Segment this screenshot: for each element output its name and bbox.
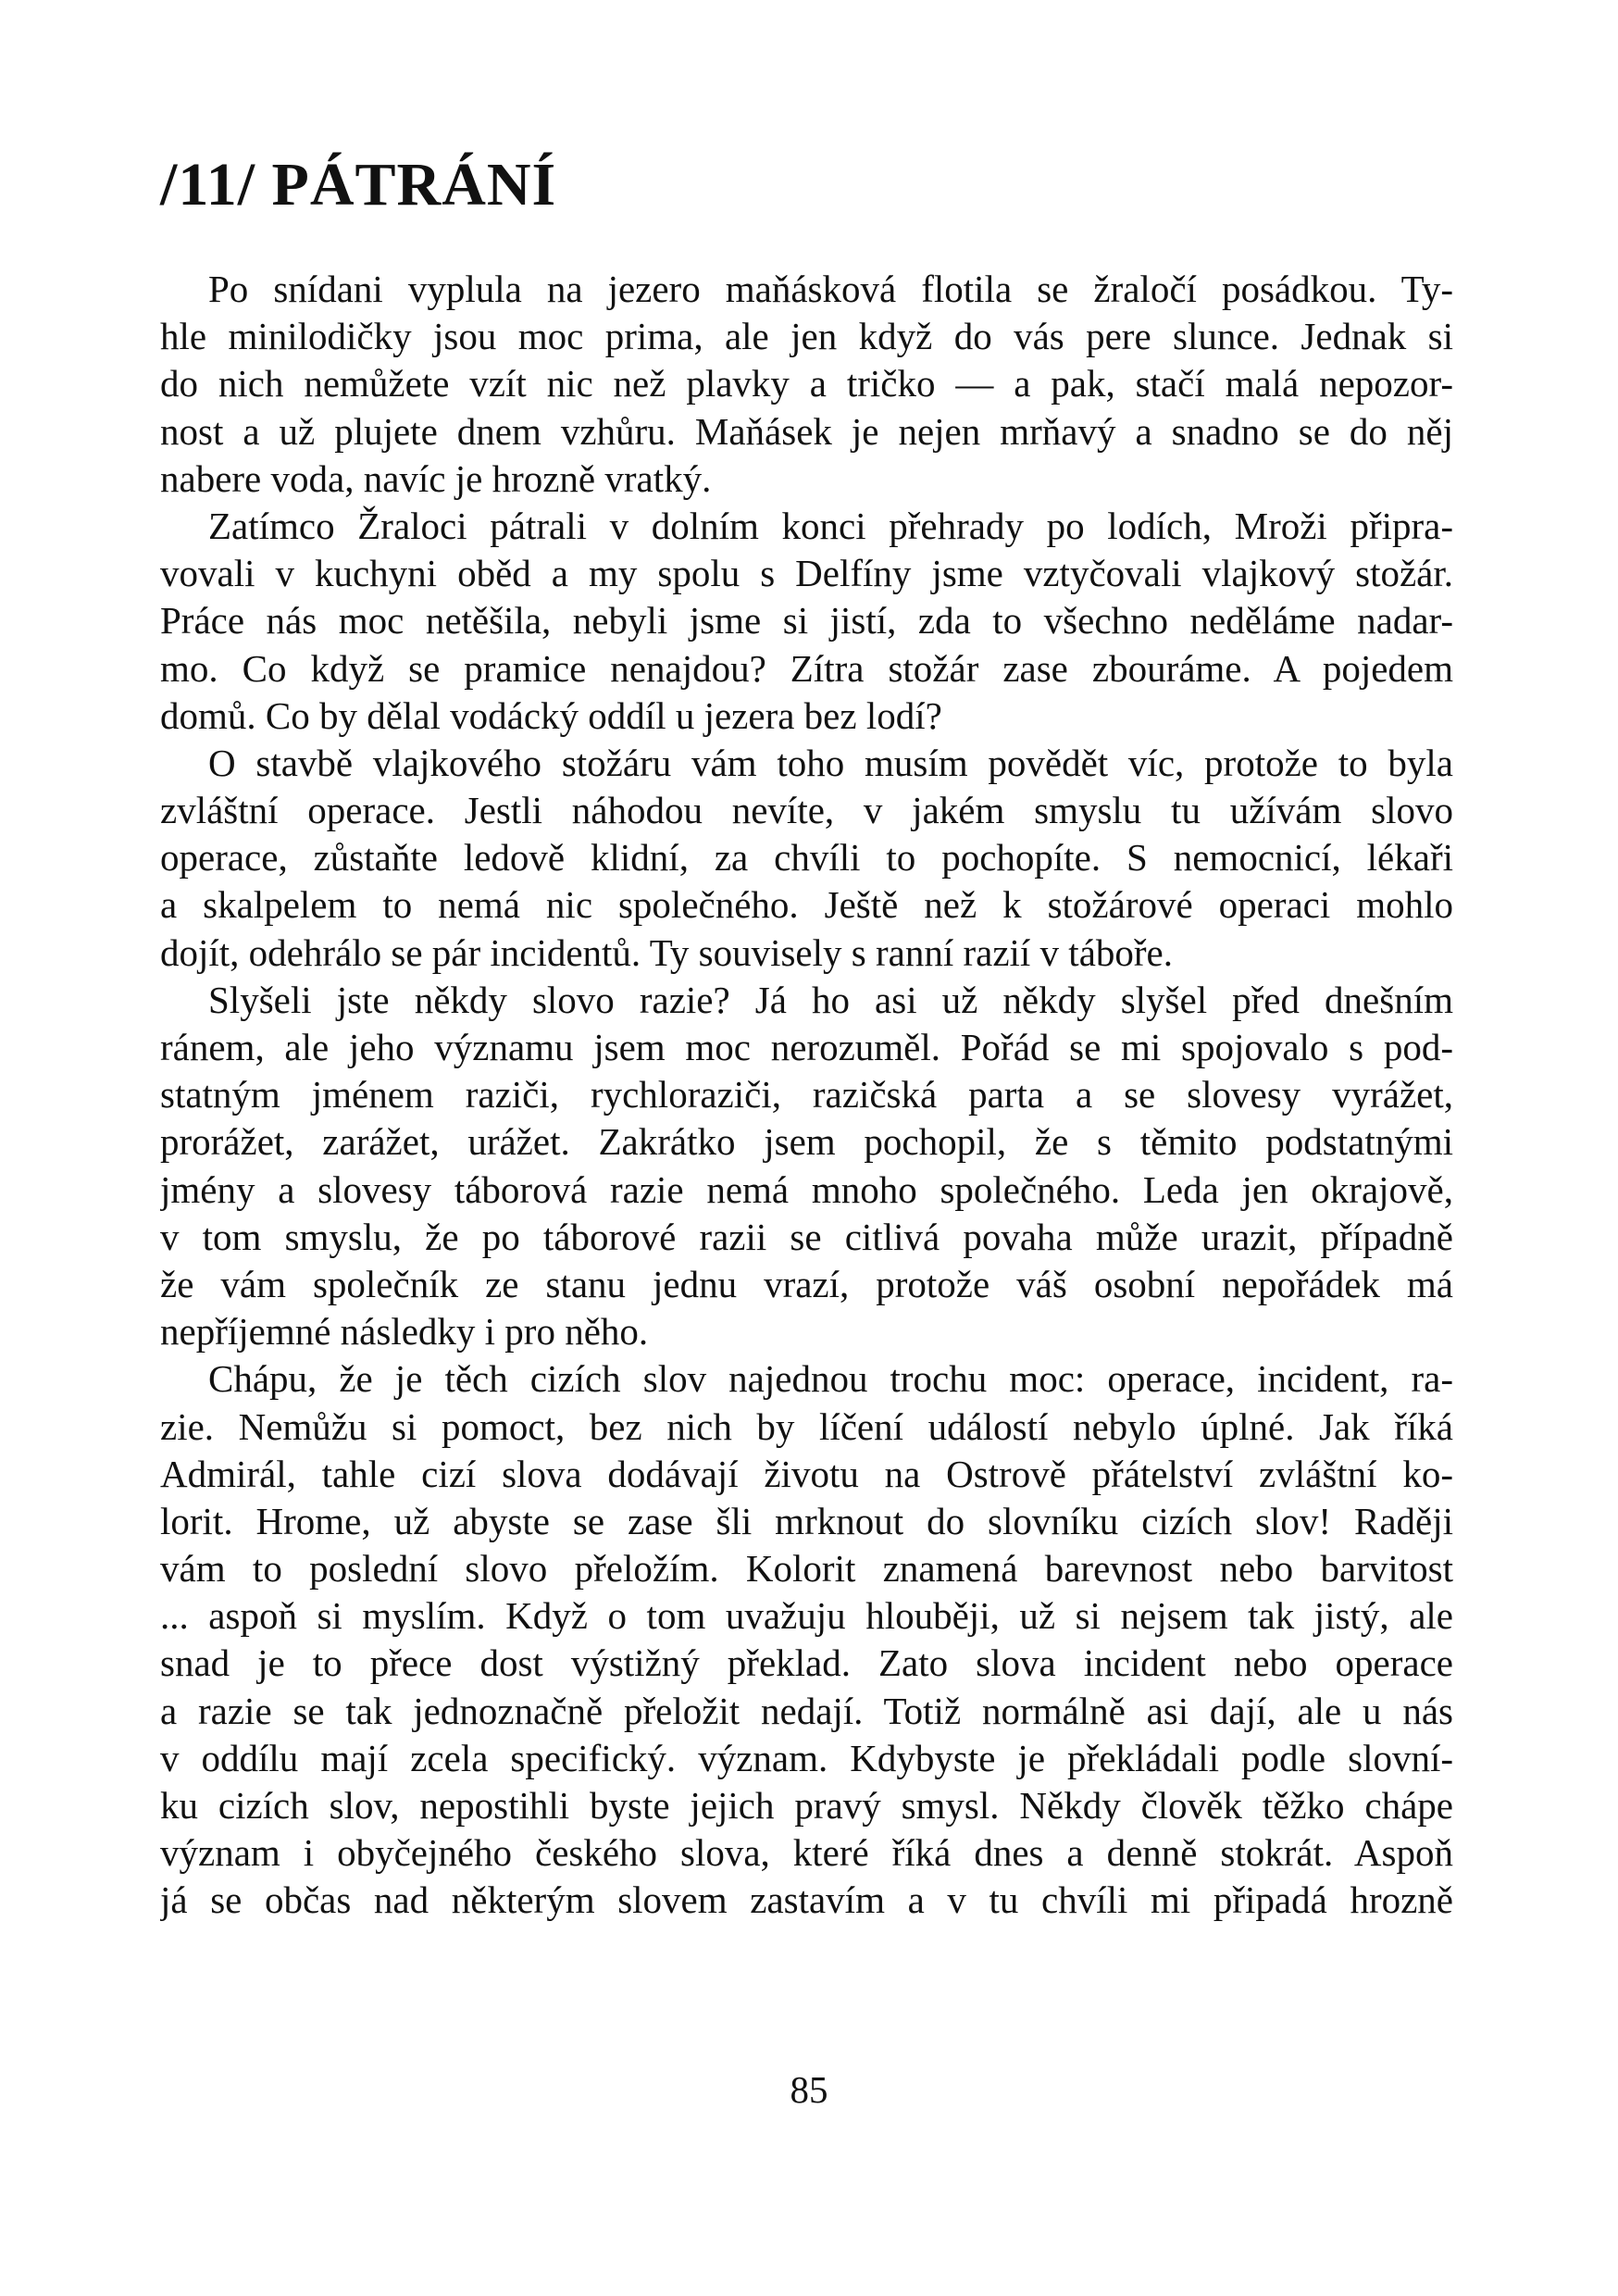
text-line: že vám společník ze stanu jednu vrazí, protože váš osobní nepořádek má xyxy=(160,1262,1453,1305)
text-line: statným jménem raziči, rychloraziči, razičská parta a se slovesy vyrážet, xyxy=(160,1073,1453,1117)
page-number: 85 xyxy=(790,2068,828,2111)
text-line: jmény a slovesy táborová razie nemá mnoho společného. Leda jen okrajově, xyxy=(160,1167,1453,1211)
text-line: lorit. Hrome, už abyste se zase šli mrknout do slovníku cizích slov! Raději xyxy=(160,1499,1453,1542)
text-line: dojít, odehrálo se pár incidentů. Ty souvisely s ranní razií v táboře. xyxy=(160,930,1173,974)
text-line: mo. Co když se pramice nenajdou? Zítra stožár zase zbouráme. A pojedem xyxy=(160,646,1453,690)
text-line: prorážet, zarážet, urážet. Zakrátko jsem pochopil, že s těmito podstatnými xyxy=(160,1120,1453,1164)
text-line: nost a už plujete dnem vzhůru. Maňásek je nejen mrňavý a snadno se do něj xyxy=(160,409,1453,453)
text-line: zvláštní operace. Jestli náhodou nevíte, v jakém smyslu tu užívám slovo xyxy=(160,789,1453,832)
text-line: Chápu, že je těch cizích slov najednou trochu moc: operace, incident, ra- xyxy=(208,1357,1453,1401)
text-line: O stavbě vlajkového stožáru vám toho musím povědět víc, protože to byla xyxy=(208,741,1453,784)
text-line: nabere voda, navíc je hrozně vratký. xyxy=(160,456,712,500)
text-line: vám to poslední slovo přeložím. Kolorit znamená barevnost nebo barvitost xyxy=(160,1547,1453,1591)
text-line: hle minilodičky jsou moc prima, ale jen když do vás pere slunce. Jednak si xyxy=(160,315,1453,358)
text-line: snad je to přece dost výstižný překlad. Zato slova incident nebo operace xyxy=(160,1641,1453,1685)
text-line: zie. Nemůžu si pomoct, bez nich by líčení událostí nebylo úplné. Jak říká xyxy=(160,1404,1453,1448)
text-line: operace, zůstaňte ledově klidní, za chvíli to pochopíte. S nemocnicí, lékaři xyxy=(160,836,1453,880)
text-line: já se občas nad některým slovem zastavím a v tu chvíli mi připadá hrozně xyxy=(160,1878,1453,1922)
text-line: v oddílu mají zcela specifický. význam. Kdybyste je překládali podle slovní- xyxy=(160,1736,1453,1779)
text-line: Práce nás moc netěšila, nebyli jsme si jistí, zda to všechno neděláme nadar- xyxy=(160,599,1453,643)
text-line: ... aspoň si myslím. Když o tom uvažuju hlouběji, už si nejsem tak jistý, ale xyxy=(160,1594,1453,1638)
text-line: význam i obyčejného českého slova, které říká dnes a denně stokrát. Aspoň xyxy=(160,1831,1453,1875)
text-line: do nich nemůžete vzít nic než plavky a tričko — a pak, stačí malá nepozor- xyxy=(160,362,1453,406)
text-line: nepříjemné následky i pro něho. xyxy=(160,1310,649,1354)
text-line: v tom smyslu, že po táborové razii se citlivá povaha může urazit, případně xyxy=(160,1215,1453,1258)
text-line: ku cizích slov, nepostihli byste jejich pravý smysl. Někdy člověk těžko chápe xyxy=(160,1784,1453,1827)
text-line: Zatímco Žraloci pátrali v dolním konci přehrady po lodích, Mroži připra- xyxy=(208,504,1453,547)
text-line: Slyšeli jste někdy slovo razie? Já ho asi už někdy slyšel před dnešním xyxy=(208,978,1453,1021)
text-line: a skalpelem to nemá nic společného. Ještě než k stožárové operaci mohlo xyxy=(160,883,1453,927)
text-line: domů. Co by dělal vodácký oddíl u jezera bez lodí? xyxy=(160,693,942,737)
body-text xyxy=(160,266,1453,1925)
chapter-title: /11/ PÁTRÁNÍ xyxy=(160,151,557,218)
text-line: Admirál, tahle cizí slova dodávají životu na Ostrově přátelství zvláštní ko- xyxy=(160,1452,1453,1495)
text-line: vovali v kuchyni oběd a my spolu s Delfíny jsme vztyčovali vlajkový stožár. xyxy=(160,552,1453,595)
text-line: ránem, ale jeho významu jsem moc nerozuměl. Pořád se mi spojovalo s pod- xyxy=(160,1026,1453,1068)
text-line: Po snídani vyplula na jezero maňásková flotila se žraločí posádkou. Ty- xyxy=(208,268,1453,310)
text-line: a razie se tak jednoznačně přeložit nedají. Totiž normálně asi dají, ale u nás xyxy=(160,1689,1453,1732)
